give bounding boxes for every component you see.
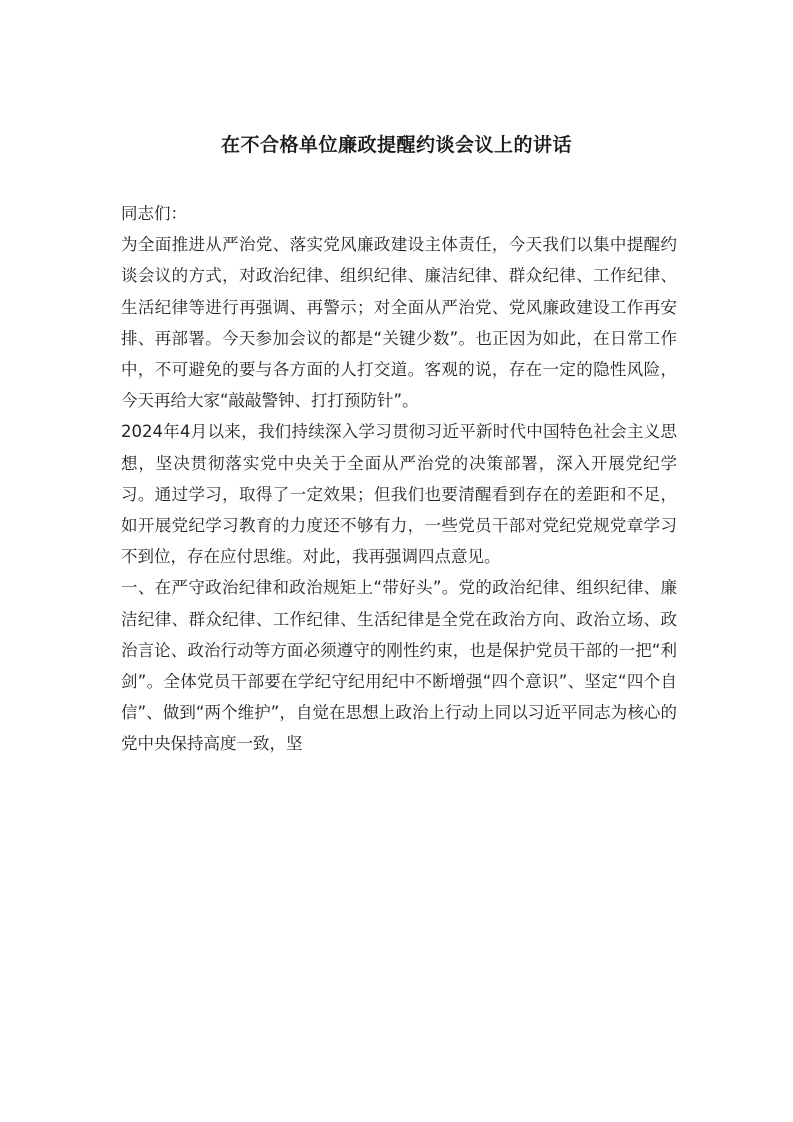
salutation: 同志们：	[121, 204, 187, 223]
paragraph-2: 2024年4月以来，我们持续深入学习贯彻习近平新时代中国特色社会主义思想，坚决贯彻落实党中央关于全面从严治党的决策部署，深入开展党纪学习。通过学习，取得了一定效果；但我们也要清醒看到存在的差距和不足，如开展党纪学习教育的力度还不够有力，一些党员干部对党纪党规党章学习不到位，存在应付思维。对此，我再强调四点意见。	[121, 422, 677, 567]
document-body	[121, 198, 677, 760]
document-title: 在不合格单位廉政提醒约谈会议上的讲话	[220, 134, 572, 156]
paragraph-1: 为全面推进从严治党、落实党风廉政建设主体责任，今天我们以集中提醒约谈会议的方式，对政治纪律、组织纪律、廉洁纪律、群众纪律、工作纪律、生活纪律等进行再强调、再警示；对全面从严治党、党风廉政建设工作再安排、再部署。今天参加会议的都是“关键少数”。也正因为如此，在日常工作中，不可避免的要与各方面的人打交道。客观的说，存在一定的隐性风险，今天再给大家“敲敲警钟、打打预防针”。	[121, 235, 677, 411]
paragraph-3: 一、在严守政治纪律和政治规矩上“带好头”。党的政治纪律、组织纪律、廉洁纪律、群众纪律、工作纪律、生活纪律是全党在政治方向、政治立场、政治言论、政治行动等方面必须遵守的刚性约束，也是保护党员干部的一把“利剑”。全体党员干部要在学纪守纪用纪中不断增强“四个意识”、坚定“四个自信”、做到“两个维护”，自觉在思想上政治上行动上同以习近平同志为核心的党中央保持高度一致，坚	[121, 578, 677, 754]
